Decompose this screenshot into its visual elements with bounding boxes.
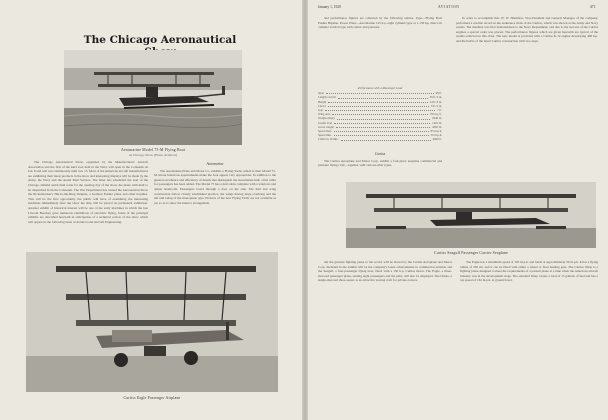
flying-boat-caption: [64, 148, 242, 157]
left-column-1: [28, 160, 148, 250]
triplane-photo: [26, 252, 278, 392]
spec-label: Weight empty: [318, 116, 335, 121]
spec-label: Wing area: [318, 112, 331, 117]
spec-leader: [326, 91, 434, 94]
carrier-seaplane-photo: [346, 182, 596, 248]
spec-value: 7 ft.: [437, 108, 442, 113]
flying-boat-photo: [64, 50, 242, 145]
spec-leader: [328, 100, 427, 103]
spec-value: 50 m.p.h.: [430, 133, 442, 138]
spec-value: 4000 ft.: [432, 137, 442, 142]
body-col3: and performance figures are collected by the following entries. Type—Flying Boat Pusher Biplane. Power Plant—Aeromarine 125 h.p. eight cylinder type or 1,150 hp. direct air cylinder vertical type with starter and pressure.: [318, 16, 442, 30]
header-date: January 1, 1920: [318, 5, 341, 9]
spec-leader: [336, 125, 430, 128]
spec-leader: [338, 95, 428, 98]
subhead-curtiss: Curtiss: [374, 152, 386, 156]
spec-value: 6 ft. 6 in.: [431, 103, 442, 108]
header-title: AVIATION: [438, 5, 460, 9]
spec-leader: [337, 116, 430, 119]
spec-label: Chord: [318, 103, 326, 108]
spec-value: 68 ft.: [435, 91, 442, 96]
spec-leader: [328, 104, 430, 107]
article-title: The Chicago Aeronautical: [83, 34, 237, 46]
specs-table: [318, 86, 442, 142]
spec-leader: [334, 133, 429, 136]
spec-label: Span: [318, 91, 324, 96]
triplane-caption: Curtiss Eagle Passenger Airplane: [123, 396, 181, 400]
spec-value: 14 ft. 8 in.: [429, 99, 442, 104]
spec-label: Speed max.: [318, 129, 332, 134]
spec-value: 1425 lb.: [432, 120, 442, 125]
spec-label: Gap: [318, 108, 323, 113]
spec-leader: [332, 112, 428, 115]
right-column-1: [318, 16, 442, 86]
spec-leader: [334, 129, 429, 132]
spec-row: [318, 137, 442, 141]
carrier-seaplane-caption: Curtiss Seagull Passenger Carrier Seaplane: [434, 251, 508, 255]
body-col4: In order to accomplish this, W. W. Hamilton, Vice-President and General Manager of the company, performed a notable record in the endurance trials of the Curtiss, which was shown at the Army and Navy events. The machine was first demonstrated to the Navy Department; and due to the success of the Curtiss engines a special order was placed. The performance figures which are given herewith are typical of the results achieved in this class. The new model is provided with a Curtiss K-12 engine developing 400 h.p. and the hull is of the latest Curtiss construction with two steps.: [456, 16, 598, 43]
spec-leader: [334, 121, 430, 124]
right-page: [308, 0, 608, 420]
body-col3b: The Curtiss Aeroplane and Motor Corp. exhibit a four-place seaplane commercial and pleasure flying craft—together with various other types.: [318, 158, 442, 168]
left-page: [0, 0, 302, 420]
spec-leader: [325, 108, 435, 111]
spec-value: 39 ft. 6 in.: [429, 95, 442, 100]
spec-label: Height: [318, 99, 327, 104]
header-page-number: 471: [590, 5, 596, 9]
right-column-3: [318, 260, 452, 414]
spec-label: Useful load: [318, 120, 332, 125]
flying-boat-caption-title: Aeromarine Model 75-M Flying Boat: [121, 148, 185, 152]
spec-value: 85 m.p.h.: [430, 129, 442, 134]
spec-value: 700 sq. ft.: [430, 112, 442, 117]
body-col1: The Chicago Aeronautical Show, organized by the Manufacturers' Aircraft Association and the first of the kind ever held in the West, will open in the Coliseum on Jan. 8 and will run continuously until Jan. 15. Most of the American aircraft manufacturers are exhibiting their latest products in the show and interesting displays will be made by the Army, the Navy and the Aerial Mail Service. The latter has scheduled the start of the Chicago–Omaha aerial mail route for the opening day of the show, the plane with mail to be dispatched from the Coliseum. The War Department has loaned the Aeronautical Show the Rickenbacker's Hat-in-the-Ring insignia, a German Fokker plane and other trophies. This will be the first opportunity the public will have of examining the interesting machines immediately after the show the ship will be placed on permanent exhibition. Another exhibit of historical interest will be one of the early machines in which the late Lincoln Beachey gave numerous exhibitions of aerobatic flying. Some of the principal exhibits are described herewith in anticipation of a technical review of the show which will appear in the following issue of Aviation and Aircraft Engineering.: [28, 160, 148, 224]
body-col5: tail the greatest fighting plane to the world, will be shown by the Curtiss Aeroplane and Motor Corp. Included in the exhibit will be the company's latest achievements in commercial aviation and the Seagull, a four-passenger flying boat, fitted with a 150 h.p. Curtiss motor. The Eagle, a three-motored passenger plane, seating eight passengers and the pilot, will also be displayed. The Oriole, a single-motored three-seater, is an attractive touring craft for private owners.: [318, 260, 452, 283]
flying-boat-caption-sub: At Chicago Show (Photo Aviation): [128, 152, 178, 157]
spec-value: 4365 lb.: [432, 124, 442, 129]
subhead-aeromarine: Aeromarine: [206, 162, 224, 166]
left-column-2: [154, 160, 276, 250]
right-column-1b: [318, 150, 442, 178]
spec-label: Climb in 10 min.: [318, 137, 339, 142]
specs-heading: Performance with 4-Passenger Load: [357, 86, 403, 90]
spec-value: 2940 lb.: [432, 116, 442, 121]
spec-label: Length overall: [318, 95, 336, 100]
spec-label: Speed min.: [318, 133, 332, 138]
body-col6: The Eagle has a maximum speed of 105 m.p.h. and lands at approximately 50 m.p.h. It has a flying radius of 350 mi. and it can be fitted with either a wheel or float landing gear. The Curtiss Wasp is a fighting plane designed to meet the requirements of a pursuit plane at a time when the American aircraft industry was in the development stage. The standard Wasp carries a total of 15 gallons of fuel and has a top speed of 162 m.p.h. at ground level.: [460, 260, 598, 283]
spec-label: Gross weight: [318, 124, 334, 129]
spec-leader: [341, 137, 431, 140]
body-col2: The Aeromarine Plane and Motor Co. exhibits a Flying Yacht, which is their Model 75-M whose luxurious appointments make the boat appear very appropriate. In addition to the general excellence and efficiency of details that distinguish the Aeromarine hull, a full cabin for passengers has been added. The Model 75 has a hull cabin complete with a windows and ample headroom. Passengers board through a door on the side. The hull and wing construction follow closely established practice, the wings having large overhang and the tail unit being of the monoplane type. Pictures of the new Flying Yacht are not available as yet so as to show the interior arrangement.: [154, 168, 276, 205]
right-column-2: [456, 16, 598, 180]
right-column-4: [460, 260, 598, 414]
